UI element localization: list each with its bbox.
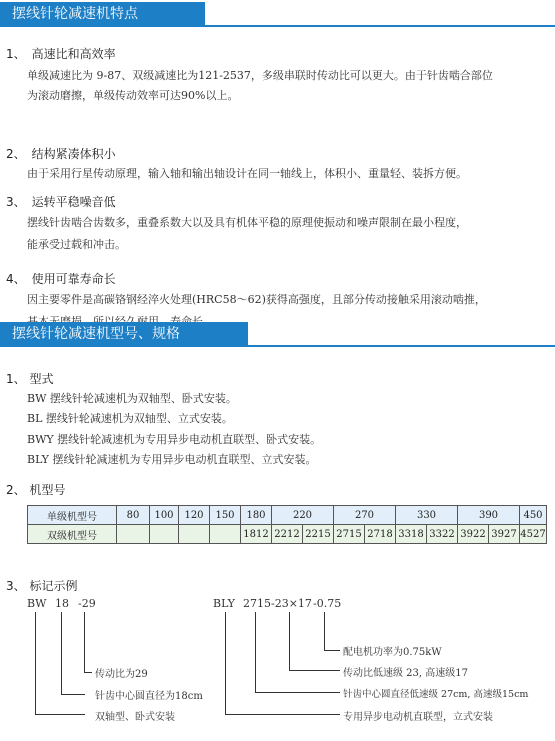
example2-note-power: 配电机功率为0.75kW	[343, 647, 442, 658]
table-cell-empty	[150, 525, 179, 544]
table-cell-empty	[117, 525, 150, 544]
type-line-bwy: BWY 摆线针轮减速机为专用异步电动机直联型、卧式安装。	[27, 433, 322, 446]
leader-line	[61, 694, 85, 695]
table-cell: 3318	[396, 525, 427, 544]
table-label-single: 单级机型号	[28, 506, 117, 525]
item-heading-4: 4、 使用可靠寿命长	[6, 272, 116, 286]
leader-line	[289, 612, 290, 670]
example1-note-diameter: 针齿中心圆直径为18cm	[95, 691, 203, 702]
leader-line	[225, 714, 340, 715]
item-heading-3: 3、 运转平稳噪音低	[6, 195, 116, 209]
leader-line	[35, 612, 36, 714]
table-cell: 2718	[365, 525, 396, 544]
item-text-3b: 能承受过载和冲击。	[27, 238, 126, 251]
example2-code-power: -0.75	[313, 597, 342, 610]
example2-note-ratio: 传动比低速级 23, 高速级17	[343, 668, 468, 679]
item-text-2a: 由于采用行星传动原理，输入轴和输出轴设计在同一轴线上，体积小、重量轻、装拆方便。	[27, 167, 467, 180]
mark-heading: 3、 标记示例	[6, 579, 78, 593]
example2-note-type: 专用异步电动机直联型，立式安装	[343, 712, 493, 723]
item-heading-2: 2、 结构紧凑体积小	[6, 147, 116, 161]
item-text-1b: 为滚动磨擦，单级传动效率可达90%以上。	[27, 89, 239, 102]
leader-line	[324, 650, 340, 651]
leader-line	[84, 672, 92, 673]
type-line-bly: BLY 摆线针轮减速机为专用异步电动机直联型、立式安装。	[27, 453, 317, 466]
table-cell-empty	[210, 525, 241, 544]
table-cell: 180	[241, 506, 272, 525]
example1-code-ratio: -29	[78, 597, 96, 610]
table-cell: 3927	[489, 525, 520, 544]
table-cell: 1812	[241, 525, 272, 544]
table-cell: 120	[179, 506, 210, 525]
table-cell: 80	[117, 506, 150, 525]
table-cell: 330	[396, 506, 458, 525]
section-title-underline	[0, 25, 555, 27]
example2-code-series: BLY	[213, 597, 235, 610]
leader-line	[324, 612, 325, 650]
table-cell: 220	[272, 506, 334, 525]
table-label-double: 双级机型号	[28, 525, 117, 544]
model-heading: 2、 机型号	[6, 483, 66, 497]
table-cell: 2215	[303, 525, 334, 544]
section-title-underline-2	[0, 345, 555, 347]
table-cell: 270	[334, 506, 396, 525]
item-heading-1: 1、 高速比和高效率	[6, 47, 116, 61]
item-text-3a: 摆线针齿啮合齿数多，重叠系数大以及具有机体平稳的原理使振动和噪声限制在最小程度，	[27, 216, 467, 229]
type-heading: 1、 型式	[6, 372, 54, 386]
example1-code-series: BW	[27, 597, 47, 610]
example1-note-type: 双轴型、卧式安装	[95, 712, 175, 723]
model-table	[27, 505, 547, 544]
table-row-single	[28, 506, 547, 525]
table-cell-empty	[179, 525, 210, 544]
example2-code-ratio: -23×17	[271, 597, 312, 610]
table-cell: 3922	[458, 525, 489, 544]
section-title-features: 摆线针轮减速机特点	[0, 2, 205, 27]
section-title-models: 摆线针轮减速机型号、规格	[0, 322, 248, 347]
example1-code-size: 18	[55, 597, 69, 610]
table-cell: 3322	[427, 525, 458, 544]
table-cell: 2212	[272, 525, 303, 544]
leader-line	[61, 612, 62, 694]
table-cell: 100	[150, 506, 179, 525]
table-cell: 2715	[334, 525, 365, 544]
example2-code-size: 2715	[243, 597, 271, 610]
leader-line	[84, 612, 85, 672]
example1-note-ratio: 传动比为29	[95, 669, 148, 680]
item-text-1a: 单级减速比为 9-87、双级减速比为121-2537，多级串联时传动比可以更大。由于针齿啮合部位	[27, 69, 493, 82]
leader-line	[255, 692, 340, 693]
leader-line	[225, 612, 226, 714]
item-text-4a: 因主要零件是高碳铬钢经淬火处理(HRC58～62)获得高强度，且部分传动接触采用滚动啮推，	[27, 293, 486, 306]
example2-note-diameter: 针齿中心圆直径低速级 27cm, 高速级15cm	[343, 689, 529, 700]
type-line-bw: BW 摆线针轮减速机为双轴型、卧式安装。	[27, 392, 237, 405]
table-row-double	[28, 525, 547, 544]
table-cell: 150	[210, 506, 241, 525]
leader-line	[255, 612, 256, 692]
leader-line	[289, 670, 340, 671]
table-cell: 390	[458, 506, 520, 525]
type-line-bl: BL 摆线针轮减速机为双轴型、立式安装。	[27, 412, 233, 425]
leader-line	[35, 714, 85, 715]
table-cell: 4527	[520, 525, 547, 544]
table-cell: 450	[520, 506, 547, 525]
